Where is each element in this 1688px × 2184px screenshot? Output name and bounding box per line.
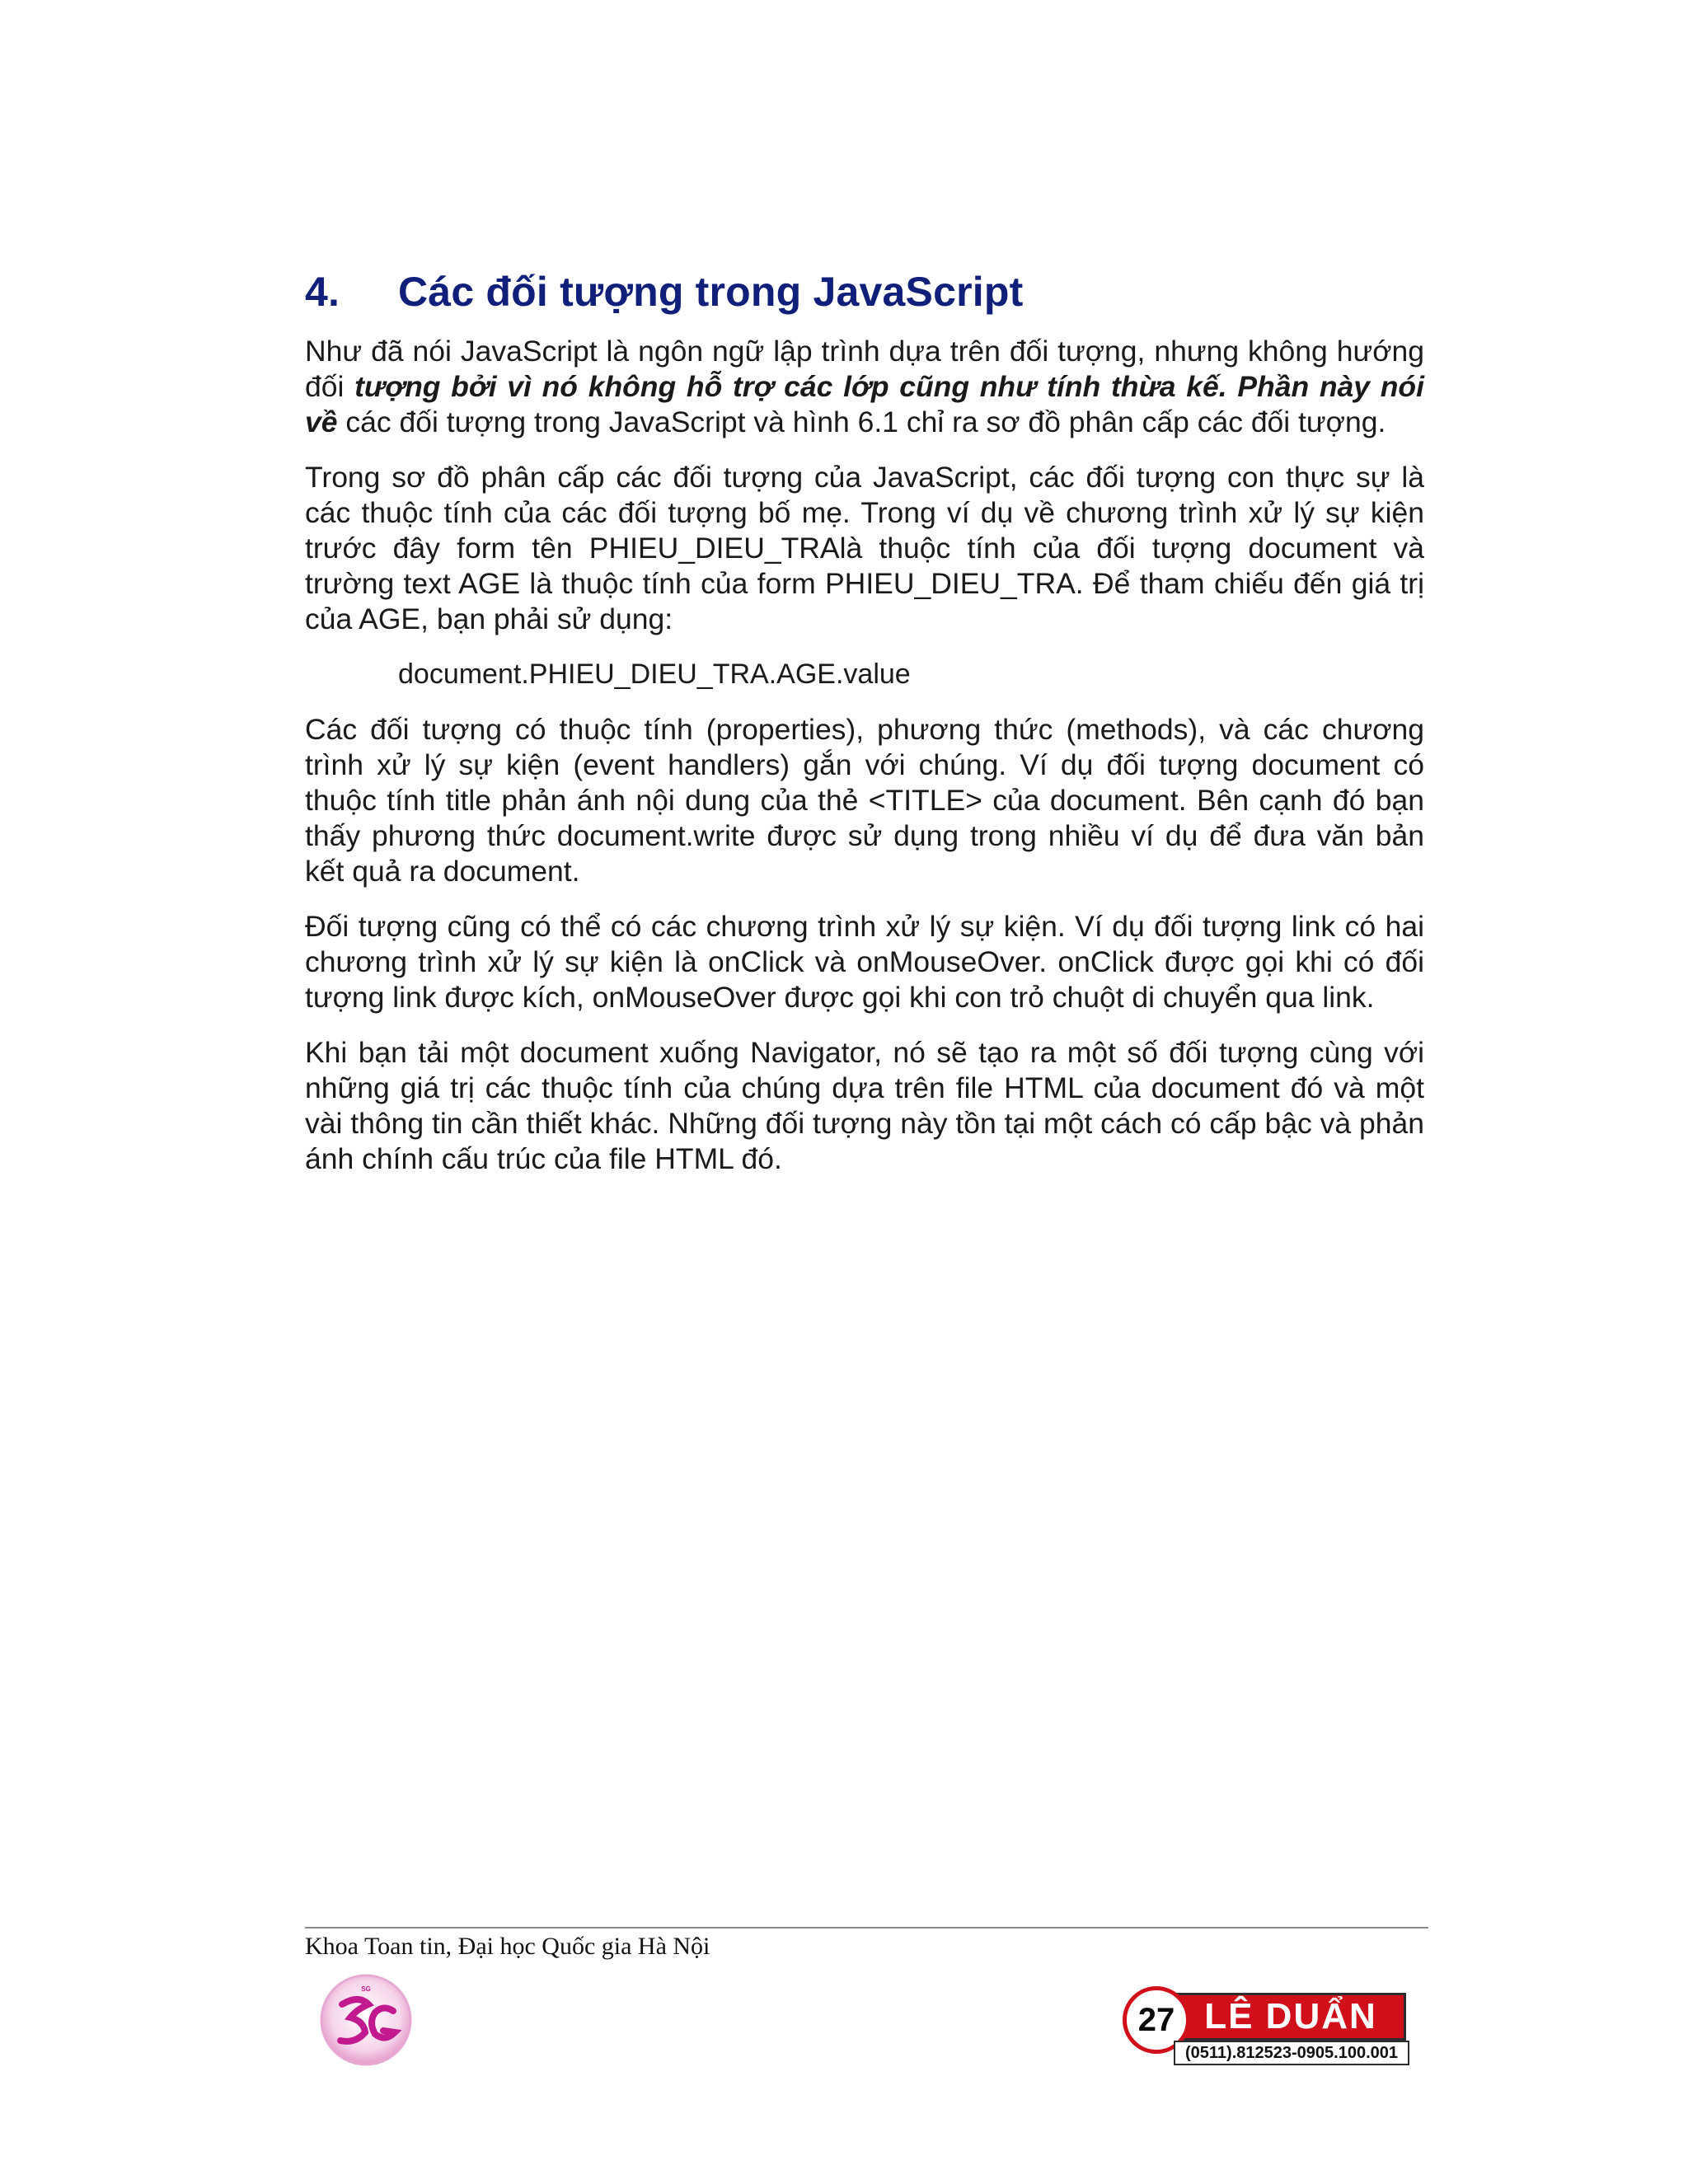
paragraph-1-text-a: Như đã nói JavaScript là ngôn ngữ lập trình dựa trên đối tượng, nhưng không hướng đối — [305, 335, 1424, 403]
le-duan-logo-phone: (0511).812523-0905.100.001 — [1174, 2041, 1409, 2065]
sg-logo-text: SG — [361, 1985, 371, 1993]
le-duan-logo — [1123, 1986, 1411, 2069]
page-content — [305, 268, 1424, 1197]
paragraph-4: Đối tượng cũng có thể có các chương trình xử lý sự kiện. Ví dụ đối tượng link có hai chương trình xử lý sự kiện là onClick và onMouseOver. onClick được gọi khi có đối tượng link được kích, onMouseOver được gọi khi con trỏ chuột di chuyển qua link. — [305, 910, 1424, 1014]
le-duan-logo-number: 27 — [1123, 1986, 1190, 2054]
paragraph-1-text-c: các đối tượng trong JavaScript và hình 6.1 chỉ ra sơ đồ phân cấp các đối tượng. — [337, 405, 1386, 438]
paragraph-5: Khi bạn tải một document xuống Navigator, nó sẽ tạo ra một số đối tượng cùng với những giá trị các thuộc tính của chúng dựa trên file HTML của document đó và một vài thông tin cần thiết khác. Những đối tượng này tồn tại một cách có cấp bậc và phản ánh chính cấu trúc của file HTML đó. — [305, 1036, 1424, 1175]
le-duan-logo-name: LÊ DUẨN — [1175, 1993, 1406, 2041]
section-heading — [305, 268, 1424, 316]
paragraph-1-emphasis: tượng bởi vì nó không hỗ trợ các lớp cũng như tính thừa kế. Phần này nói về — [305, 370, 1424, 438]
footer-institution: Khoa Toan tin, Đại học Quốc gia Hà Nội — [305, 1933, 710, 1960]
footer-divider — [305, 1927, 1428, 1929]
section-title: Các đối tượng trong JavaScript — [398, 269, 1024, 315]
code-example: document.PHIEU_DIEU_TRA.AGE.value — [398, 658, 911, 690]
section-number: 4. — [305, 269, 340, 315]
paragraph-2: Trong sơ đồ phân cấp các đối tượng của JavaScript, các đối tượng con thực sự là các thuộc tính của các đối tượng bố mẹ. Trong ví dụ về chương trình xử lý sự kiện trước đây form tên PHIEU_DIEU_TRAlà thuộc tính của đối tượng document và trường text AGE là thuộc tính của form PHIEU_DIEU_TRA. Để tham chiếu đến giá trị của AGE, bạn phải sử dụng: — [305, 461, 1424, 635]
sg-logo-icon — [317, 1971, 415, 2069]
paragraph-3: Các đối tượng có thuộc tính (properties), phương thức (methods), và các chương trình xử lý sự kiện (event handlers) gắn với chúng. Ví dụ đối tượng document có thuộc tính title phản ánh nội dung của thẻ <TITLE> của document. Bên cạnh đó bạn thấy phương thức document.write được sử dụng trong nhiều ví dụ để đưa văn bản kết quả ra document. — [305, 713, 1424, 888]
paragraph-1 — [305, 334, 1424, 440]
